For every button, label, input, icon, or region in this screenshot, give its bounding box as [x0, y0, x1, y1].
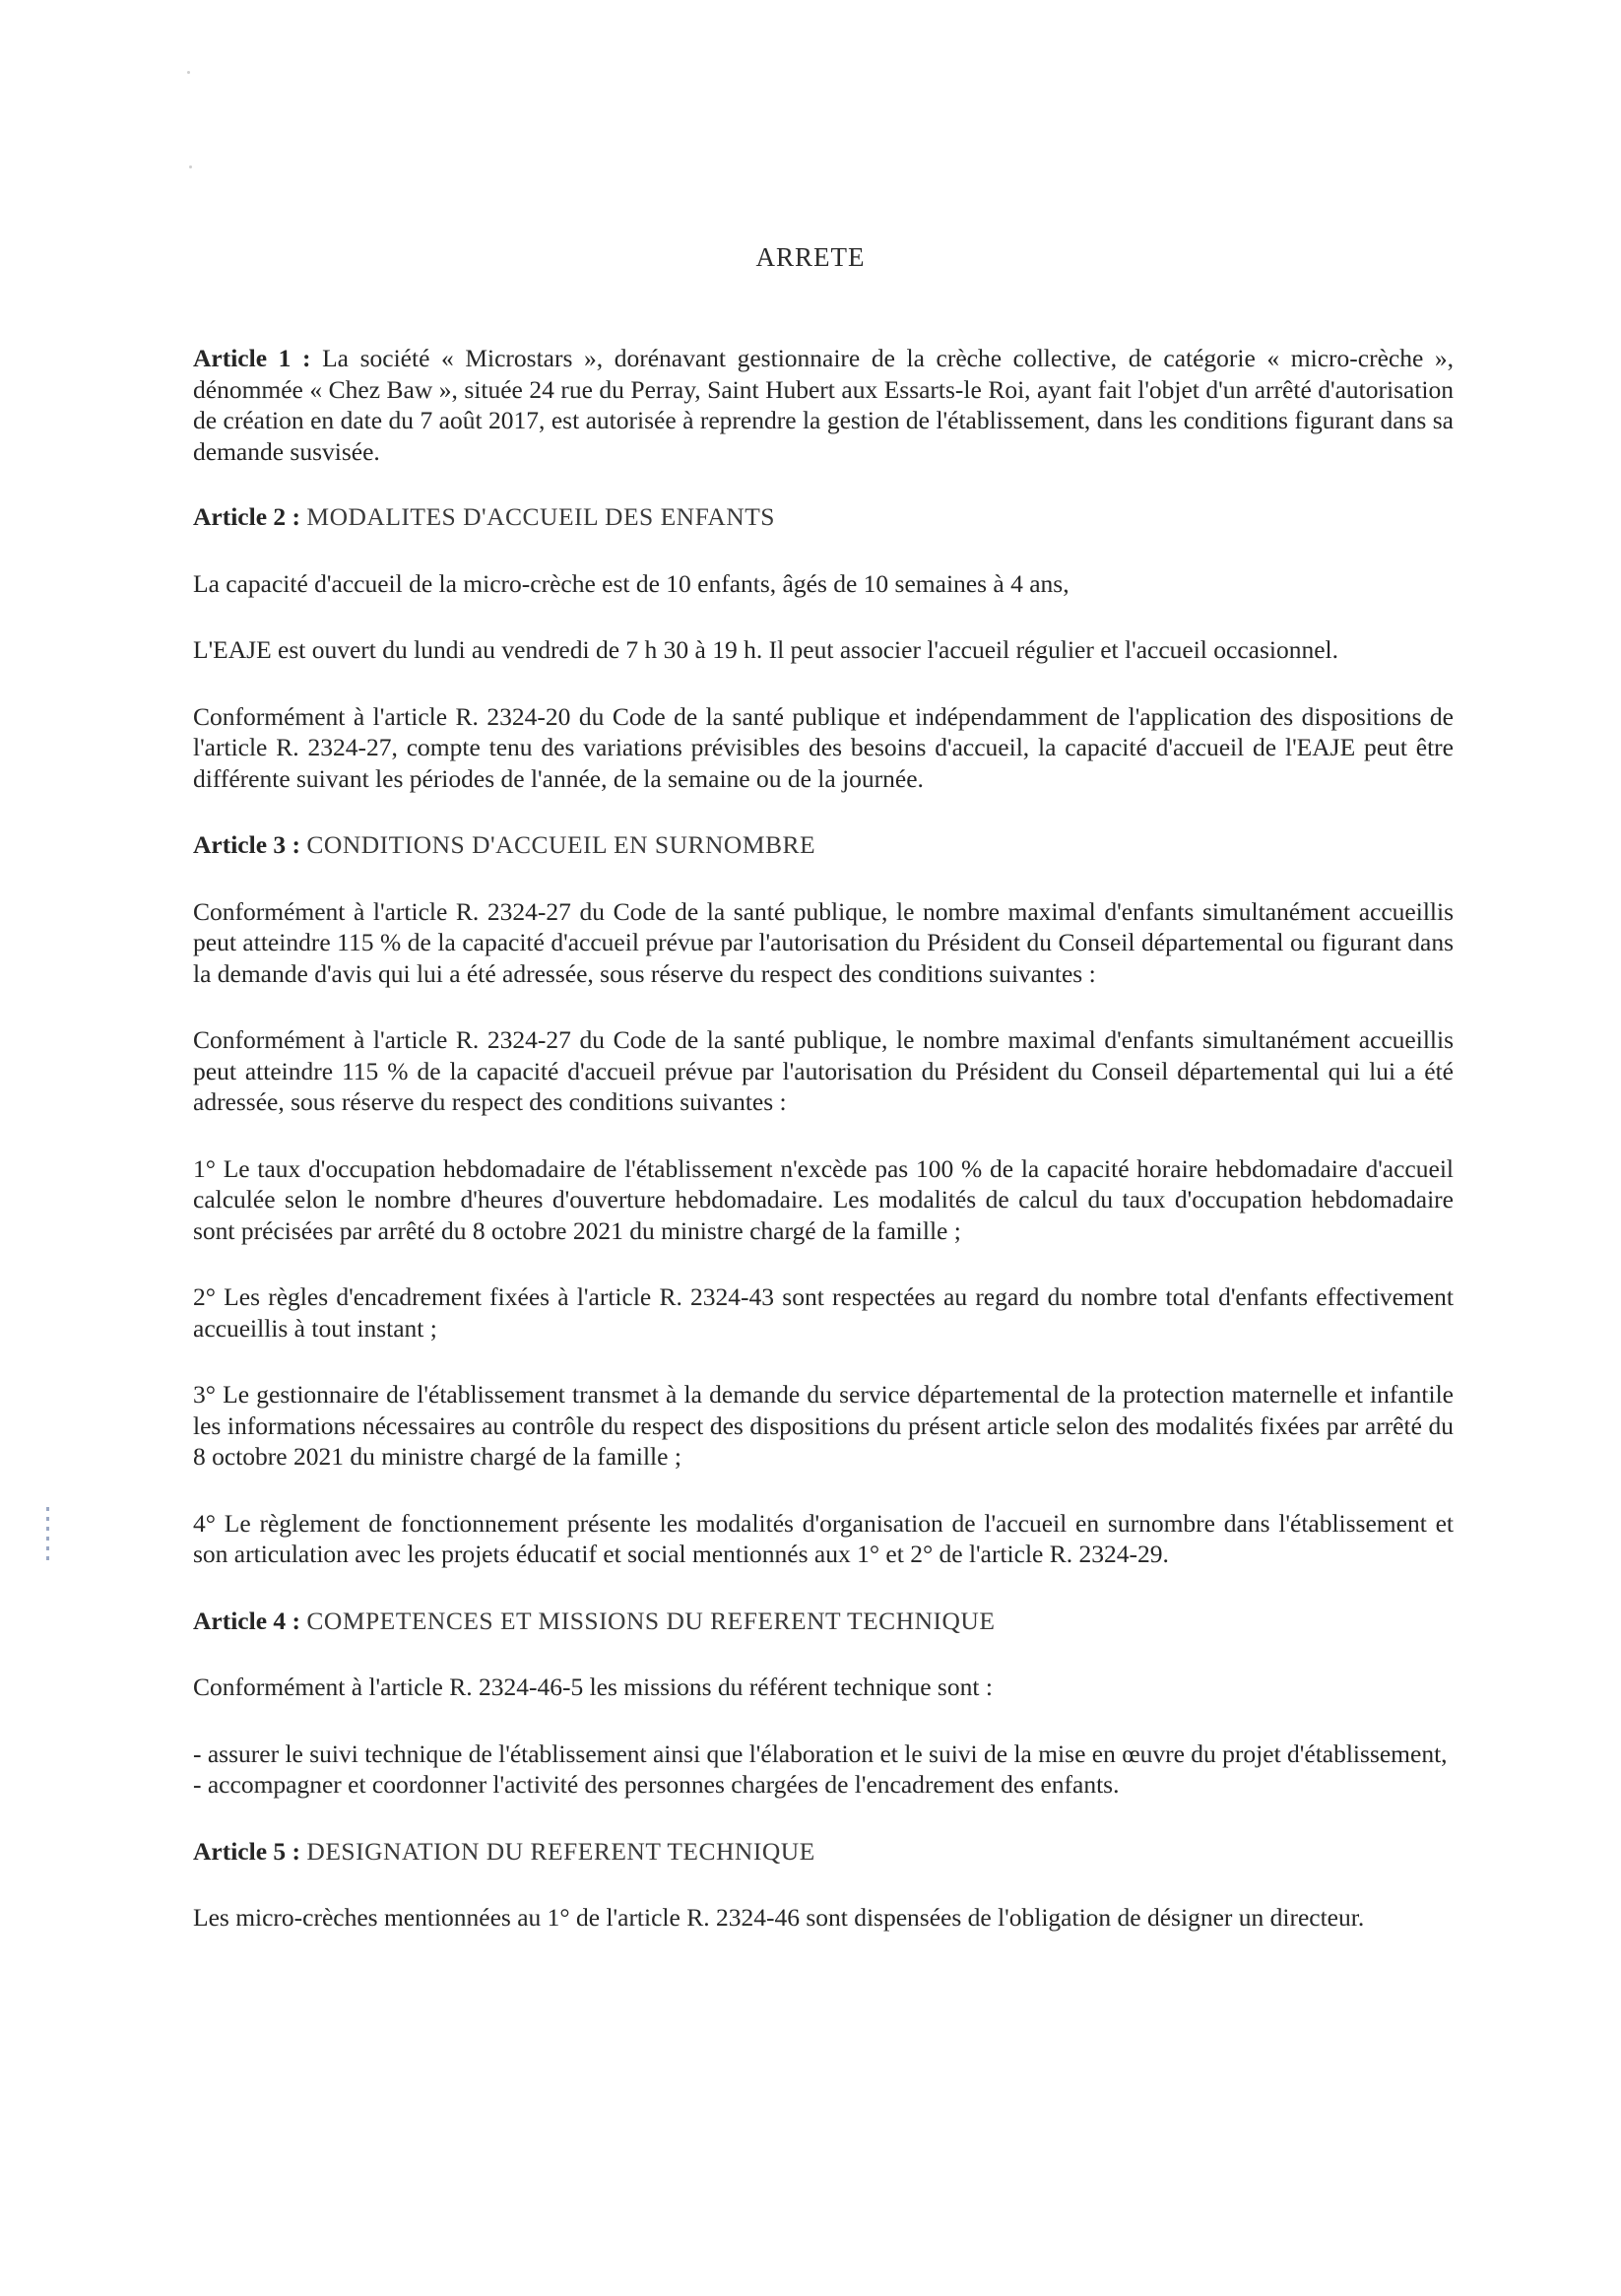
document-body	[193, 343, 1454, 1934]
article-1-text: La société « Microstars », dorénavant gestionnaire de la crèche collective, de catégorie « micro-crèche », dénommée « Chez Baw », située 24 rue du Perray, Saint Hubert aux Essarts-le Roi, ayant fait l'objet d'un arrêté d'autorisation de création en date du 7 août 2017, est autorisée à reprendre la gestion de l'établissement, dans les conditions figurant dans sa demande susvisée.	[193, 344, 1454, 466]
article-3-heading	[193, 829, 1454, 861]
article-4-intro: Conformément à l'article R. 2324-46-5 les missions du référent technique sont :	[193, 1673, 993, 1701]
article-3-condition: 3° Le gestionnaire de l'établissement transmet à la demande du service départemental de la protection maternelle et infantile les informations nécessaires au contrôle du respect des dispositions du présent article selon des modalités fixées par arrêté du 8 octobre 2021 du ministre chargé de la famille ;	[193, 1380, 1454, 1471]
article-2-paragraph: Conformément à l'article R. 2324-20 du Code de la santé publique et indépendamment de l'application des dispositions de l'article R. 2324-27, compte tenu des variations prévisibles des besoins d'accueil, la capacité d'accueil de l'EAJE peut être différente suivant les périodes de l'année, de la semaine ou de la journée.	[193, 701, 1454, 793]
article-1	[193, 343, 1454, 467]
article-3-condition: 2° Les règles d'encadrement fixées à l'article R. 2324-43 sont respectées au regard du nombre total d'enfants effectivement accueillis à tout instant ;	[193, 1282, 1454, 1343]
article-2-label: Article 2 :	[193, 502, 301, 531]
article-3-label: Article 3 :	[193, 830, 301, 859]
article-2-title: MODALITES D'ACCUEIL DES ENFANTS	[306, 502, 775, 531]
document-title: ARRETE	[755, 242, 866, 272]
article-2-paragraph: La capacité d'accueil de la micro-crèche est de 10 enfants, âgés de 10 semaines à 4 ans,	[193, 568, 1070, 598]
article-3-condition: 1° Le taux d'occupation hebdomadaire de l'établissement n'excède pas 100 % de la capacité horaire hebdomadaire d'accueil calculée selon le nombre d'heures d'ouverture hebdomadaire. Les modalités de calcul du taux d'occupation hebdomadaire sont précisées par arrêté du 8 octobre 2021 du ministre chargé de la famille ;	[193, 1153, 1454, 1245]
article-5-title: DESIGNATION DU REFERENT TECHNIQUE	[306, 1836, 815, 1866]
article-2-heading	[193, 501, 1454, 533]
article-5-heading	[193, 1836, 1454, 1868]
scan-speck	[187, 71, 190, 74]
article-5-label: Article 5 :	[193, 1836, 301, 1866]
article-4-heading	[193, 1606, 1454, 1637]
article-4-title: COMPETENCES ET MISSIONS DU REFERENT TECHNIQUE	[306, 1606, 996, 1635]
article-5-paragraph: Les micro-crèches mentionnées au 1° de l'article R. 2324-46 sont dispensées de l'obligation de désigner un directeur.	[193, 1903, 1365, 1932]
article-4-label: Article 4 :	[193, 1606, 301, 1635]
scan-speck	[189, 165, 192, 168]
article-3-title: CONDITIONS D'ACCUEIL EN SURNOMBRE	[306, 830, 816, 859]
scan-margin-marks	[46, 1507, 49, 1564]
article-1-label: Article 1 :	[193, 344, 311, 372]
article-3-condition: 4° Le règlement de fonctionnement présente les modalités d'organisation de l'accueil en surnombre dans l'établissement et son articulation avec les projets éducatif et social mentionnés aux 1° et 2° de l'article R. 2324-29.	[193, 1508, 1454, 1568]
article-3-paragraph: Conformément à l'article R. 2324-27 du Code de la santé publique, le nombre maximal d'enfants simultanément accueillis peut atteindre 115 % de la capacité d'accueil prévue par l'autorisation du Président du Conseil départemental ou figurant dans la demande d'avis qui lui a été adressée, sous réserve du respect des conditions suivantes :	[193, 896, 1454, 988]
article-3-paragraph: Conformément à l'article R. 2324-27 du Code de la santé publique, le nombre maximal d'enfants simultanément accueillis peut atteindre 115 % de la capacité d'accueil prévue par l'autorisation du Président du Conseil départemental qui lui a été adressée, sous réserve du respect des conditions suivantes :	[193, 1025, 1454, 1116]
article-2-paragraph: L'EAJE est ouvert du lundi au vendredi de 7 h 30 à 19 h. Il peut associer l'accueil régulier et l'accueil occasionnel.	[193, 635, 1339, 664]
article-4-list-item: - assurer le suivi technique de l'établissement ainsi que l'élaboration et le suivi de la mise en œuvre du projet d'établissement,	[193, 1738, 1448, 1768]
article-4-list-item: - accompagner et coordonner l'activité des personnes chargées de l'encadrement des enfants.	[193, 1770, 1120, 1799]
